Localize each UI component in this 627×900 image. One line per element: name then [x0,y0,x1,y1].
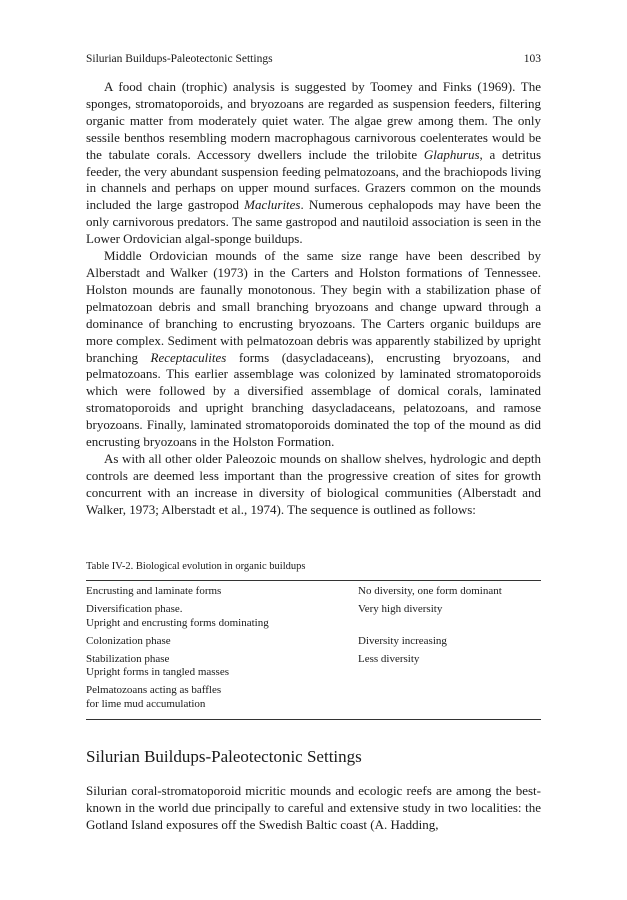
phase-line: Pelmatozoans acting as baffles [86,684,222,696]
table-bottom-rule [86,719,541,720]
table-cell-diversity: Very high diversity [358,603,443,615]
phase-line: Diversification phase. [86,603,183,615]
paragraph-silurian-mounds: Silurian coral-stromatoporoid micritic mounds and ecologic reefs are among the best-known in the world due principally to careful and extensive study in two localities: the Gotland Island exposures off the Swedish Baltic coast (A. Hadding, [86,783,541,832]
table-cell-phase [86,603,356,630]
table-row [86,653,541,680]
table-cell-phase [86,635,356,649]
section-body-text [86,783,541,834]
phase-line: Upright and encrusting forms dominating [86,616,269,629]
table-row [86,684,541,711]
table-cell-diversity: No diversity, one form dominant [358,585,502,597]
p1-text-a: A food chain (trophic) analysis is suggested by Toomey and Finks (1969). The sponges, stromatoporoids, and bryozoans are regarded as suspension feeders, filtering organic matter from moderately quiet water. The algae grew among them. The only sessile benthos resembling modern macrophagous carnivorous coelenterates would be the tabulate corals. Accessory dwellers include the trilobite [86,79,541,162]
paragraph-paleozoic-mounds: As with all other older Paleozoic mounds on shallow shelves, hydrologic and depth controls are deemed less important than the progressive creation of sites for growth concurrent with an increase in diversity of biological communities (Alberstadt and Walker, 1973; Alberstadt et al., 1974). The sequence is outlined as follows: [86,450,541,517]
p2-text-a: Middle Ordovician mounds of the same size range have been described by Alberstadt and Walker (1973) in the Carters and Holston formations of Tennessee. Holston mounds are faunally monotonous. They begin with a stabilization phase of pelmatozoan debris and small branching bryozoans and change upward through a dominance of branching to encrusting bryozoans. The Carters organic buildups are more complex. Sediment with pelmatozoan debris was apparently stabilized by upright branching [86,248,541,365]
running-head-title: Silurian Buildups-Paleotectonic Settings [86,53,273,65]
p2-text-b: forms (dasycladaceans), encrusting bryozoans, and pelmatozoans. This earlier assemblage was colonized by laminated stromatoporoids which were followed by a diversified assemblage of domical corals, laminated stromatoporoids and upright branching dasycladaceans, pelatozoans, and ramose bryozoans. Finally, laminated stromatoporoids dominated the top of the mound as did encrusting bryozoans in the Holston Formation. [86,349,541,450]
running-head [86,51,541,67]
phase-line: Colonization phase [86,634,171,647]
p1-text-c: . Numerous cephalopods may have been the only carnivorous predators. The same gastropod and nautiloid association is seen in the Lower Ordovician algal-sponge buildups. [86,197,541,247]
table-row [86,585,541,599]
phase-line: Encrusting and laminate forms [86,585,222,597]
phase-line: Stabilization phase [86,652,170,665]
genus-maclurites: Maclurites [244,197,301,213]
table-top-rule [86,580,541,581]
table-cell-diversity: Diversity increasing [358,634,447,647]
page-number: 103 [523,53,541,65]
table-row [86,635,541,649]
paragraph-middle-ordovician [86,248,541,451]
table-cell-phase [86,684,356,711]
table-cell-phase [86,585,356,599]
genus-glaphurus: Glaphurus [423,146,480,162]
paragraph-trophic-analysis [86,79,541,248]
table-cell-diversity: Less diversity [358,652,420,665]
biological-evolution-table [86,585,541,716]
section-heading: Silurian Buildups-Paleotectonic Settings [86,747,362,766]
table-caption: Table IV-2. Biological evolution in organic buildups [86,561,306,572]
table-row [86,603,541,630]
phase-line: for lime mud accumulation [86,697,206,710]
genus-receptaculites: Receptaculites [150,349,227,365]
phase-line: Upright forms in tangled masses [86,666,229,678]
body-text [86,79,541,519]
p1-text-b: , a detritus feeder, the very abundant suspension feeding pelmatozoans, and the brachiopods living in channels and perhaps on upper mound surfaces. Grazers common on the mounds included the large gastropod [86,146,541,213]
table-cell-phase [86,653,356,680]
